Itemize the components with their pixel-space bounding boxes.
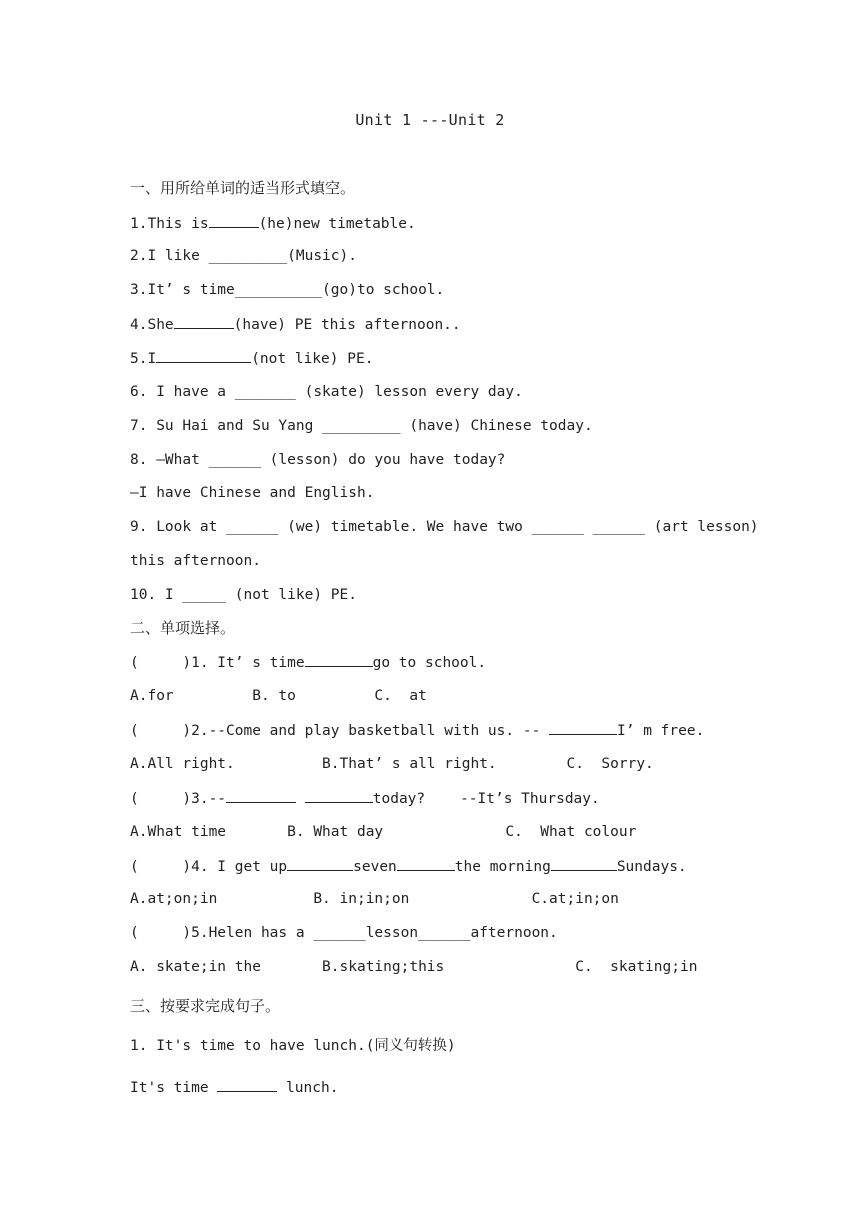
s2-q1-text-b: go to school.: [372, 655, 487, 671]
s3-q1-ans-a: It's time: [130, 1080, 218, 1096]
s1-question-5: [130, 348, 373, 369]
s1-q4-text-a: 4.She: [130, 317, 174, 333]
section3-heading: 三、按要求完成句子。: [130, 997, 281, 1015]
answer-blank: [217, 1077, 277, 1092]
s1-question-10: 10. I _____ (not like) PE.: [130, 587, 357, 603]
s2-q3-text-a: ( )3.--: [130, 791, 227, 807]
answer-blank: [174, 314, 234, 329]
s1-question-1: [130, 213, 416, 234]
s2-q4-text-d: Sundays.: [616, 859, 687, 875]
answer-blank: [305, 788, 373, 803]
answer-blank: [156, 348, 251, 363]
s2-q4-text-a: ( )4. I get up: [130, 859, 288, 875]
s1-question-9-cont: this afternoon.: [130, 553, 261, 569]
s2-question-5: ( )5.Helen has a ______lesson______afternoon.: [130, 925, 558, 941]
s1-question-7: 7. Su Hai and Su Yang _________ (have) Chinese today.: [130, 418, 593, 434]
answer-blank: [549, 720, 617, 735]
s2-question-1-options: A.for B. to C. at: [130, 688, 427, 704]
answer-blank: [397, 856, 455, 871]
s2-q3-text-c: today? --It’s Thursday.: [372, 791, 600, 807]
answer-blank: [226, 788, 296, 803]
s1-q5-text-a: 5.I: [130, 351, 157, 367]
s1-question-9: 9. Look at ______ (we) timetable. We have two ______ ______ (art lesson): [130, 519, 759, 535]
s3-q1-ans-b: lunch.: [277, 1080, 339, 1096]
s2-question-2: [130, 720, 704, 741]
s2-q4-text-b: seven: [353, 859, 397, 875]
s1-question-8: 8. —What ______ (lesson) do you have today?: [130, 452, 506, 468]
s3-question-1: 1. It's time to have lunch.(同义句转换): [130, 1038, 456, 1054]
s1-q1-text-a: 1.This is: [130, 216, 209, 232]
page-title: Unit 1 ---Unit 2: [355, 111, 505, 129]
s2-question-4: [130, 856, 687, 877]
s1-question-4: [130, 314, 461, 335]
answer-blank: [305, 652, 373, 667]
s1-q4-text-b: (have) PE this afternoon..: [233, 317, 461, 333]
answer-blank: [209, 213, 259, 228]
s2-q4-text-c: the morning: [454, 859, 551, 875]
s2-question-1: [130, 652, 486, 673]
section1-heading: 一、用所给单词的适当形式填空。: [130, 179, 356, 197]
s1-question-3: 3.It’ s time__________(go)to school.: [130, 282, 445, 298]
s2-question-3-options: A.What time B. What day C. What colour: [130, 824, 637, 840]
s2-question-3: [130, 788, 600, 809]
section2-heading: 二、单项选择。: [130, 619, 236, 637]
s2-q2-text-a: ( )2.--Come and play basketball with us. --: [130, 723, 550, 739]
s3-question-1-answer: [130, 1077, 338, 1098]
answer-blank: [287, 856, 353, 871]
s2-question-2-options: A.All right. B.That’ s all right. C. Sorry.: [130, 756, 654, 772]
s1-q1-text-b: (he)new timetable.: [258, 216, 416, 232]
answer-blank: [551, 856, 617, 871]
s2-q2-text-b: I’ m free.: [617, 723, 705, 739]
s1-question-8-answer: —I have Chinese and English.: [130, 485, 375, 501]
s1-q5-text-b: (not like) PE.: [251, 351, 374, 367]
s1-question-2: 2.I like _________(Music).: [130, 248, 357, 264]
s1-question-6: 6. I have a _______ (skate) lesson every day.: [130, 384, 523, 400]
s2-q1-text-a: ( )1. It’ s time: [130, 655, 305, 671]
s2-question-4-options: A.at;on;in B. in;in;on C.at;in;on: [130, 891, 619, 907]
s2-question-5-options: A. skate;in the B.skating;this C. skating;in: [130, 959, 698, 975]
